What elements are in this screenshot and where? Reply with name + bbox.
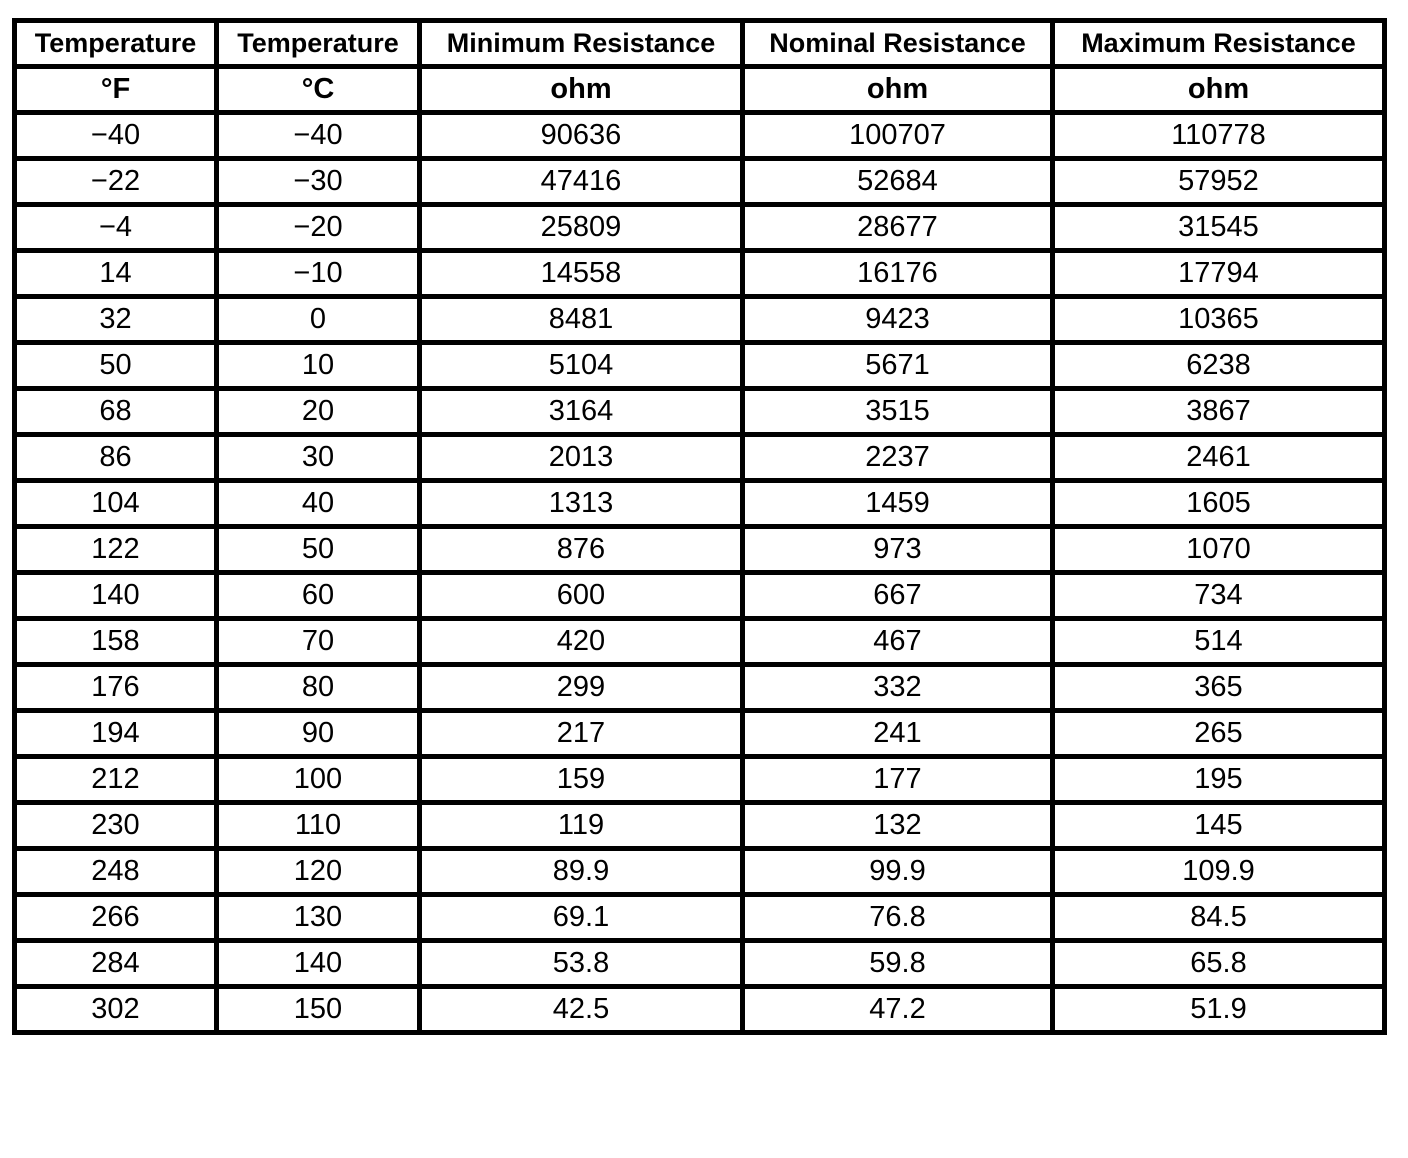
- cell-min-resistance: 89.9: [420, 849, 743, 895]
- cell-nominal-resistance: 973: [743, 527, 1053, 573]
- cell-nominal-resistance: 52684: [743, 159, 1053, 205]
- cell-max-resistance: 6238: [1053, 343, 1385, 389]
- cell-min-resistance: 119: [420, 803, 743, 849]
- cell-temp-f: −4: [15, 205, 217, 251]
- cell-max-resistance: 145: [1053, 803, 1385, 849]
- cell-temp-f: 104: [15, 481, 217, 527]
- table-row: [15, 251, 1385, 297]
- cell-temp-f: 248: [15, 849, 217, 895]
- cell-max-resistance: 2461: [1053, 435, 1385, 481]
- cell-nominal-resistance: 99.9: [743, 849, 1053, 895]
- cell-temp-c: 130: [217, 895, 420, 941]
- cell-min-resistance: 90636: [420, 113, 743, 159]
- cell-max-resistance: 195: [1053, 757, 1385, 803]
- cell-nominal-resistance: 3515: [743, 389, 1053, 435]
- cell-nominal-resistance: 5671: [743, 343, 1053, 389]
- cell-max-resistance: 10365: [1053, 297, 1385, 343]
- cell-temp-f: 212: [15, 757, 217, 803]
- table-row: [15, 757, 1385, 803]
- units-row: [15, 67, 1385, 113]
- header-minimum-resistance: Minimum Resistance: [420, 21, 743, 67]
- cell-temp-c: −40: [217, 113, 420, 159]
- cell-temp-c: 150: [217, 987, 420, 1033]
- cell-min-resistance: 14558: [420, 251, 743, 297]
- table-header: [15, 21, 1385, 113]
- cell-max-resistance: 109.9: [1053, 849, 1385, 895]
- cell-nominal-resistance: 76.8: [743, 895, 1053, 941]
- cell-max-resistance: 17794: [1053, 251, 1385, 297]
- cell-temp-f: 68: [15, 389, 217, 435]
- header-row: [15, 21, 1385, 67]
- unit-ohm-nominal: ohm: [743, 67, 1053, 113]
- table-row: [15, 481, 1385, 527]
- cell-min-resistance: 876: [420, 527, 743, 573]
- cell-nominal-resistance: 28677: [743, 205, 1053, 251]
- cell-min-resistance: 420: [420, 619, 743, 665]
- cell-temp-c: 120: [217, 849, 420, 895]
- cell-nominal-resistance: 332: [743, 665, 1053, 711]
- cell-temp-f: 122: [15, 527, 217, 573]
- cell-temp-c: 60: [217, 573, 420, 619]
- cell-max-resistance: 1070: [1053, 527, 1385, 573]
- cell-temp-f: 140: [15, 573, 217, 619]
- cell-temp-f: 14: [15, 251, 217, 297]
- cell-min-resistance: 25809: [420, 205, 743, 251]
- cell-nominal-resistance: 241: [743, 711, 1053, 757]
- cell-min-resistance: 8481: [420, 297, 743, 343]
- cell-min-resistance: 53.8: [420, 941, 743, 987]
- cell-nominal-resistance: 132: [743, 803, 1053, 849]
- cell-temp-c: 10: [217, 343, 420, 389]
- cell-max-resistance: 84.5: [1053, 895, 1385, 941]
- table-row: [15, 665, 1385, 711]
- cell-temp-f: −40: [15, 113, 217, 159]
- cell-temp-c: 90: [217, 711, 420, 757]
- cell-nominal-resistance: 467: [743, 619, 1053, 665]
- cell-temp-c: 30: [217, 435, 420, 481]
- table-row: [15, 573, 1385, 619]
- cell-min-resistance: 42.5: [420, 987, 743, 1033]
- unit-ohm-min: ohm: [420, 67, 743, 113]
- cell-temp-c: 20: [217, 389, 420, 435]
- cell-temp-c: 0: [217, 297, 420, 343]
- cell-temp-c: −20: [217, 205, 420, 251]
- table-row: [15, 159, 1385, 205]
- header-nominal-resistance: Nominal Resistance: [743, 21, 1053, 67]
- table-row: [15, 987, 1385, 1033]
- header-temperature-c: Temperature: [217, 21, 420, 67]
- table-row: [15, 619, 1385, 665]
- cell-min-resistance: 600: [420, 573, 743, 619]
- cell-min-resistance: 47416: [420, 159, 743, 205]
- cell-min-resistance: 159: [420, 757, 743, 803]
- header-maximum-resistance: Maximum Resistance: [1053, 21, 1385, 67]
- table-row: [15, 343, 1385, 389]
- cell-min-resistance: 2013: [420, 435, 743, 481]
- resistance-table: [12, 18, 1387, 1035]
- cell-max-resistance: 1605: [1053, 481, 1385, 527]
- cell-temp-c: 70: [217, 619, 420, 665]
- cell-nominal-resistance: 9423: [743, 297, 1053, 343]
- cell-max-resistance: 265: [1053, 711, 1385, 757]
- cell-temp-f: 32: [15, 297, 217, 343]
- cell-temp-c: −30: [217, 159, 420, 205]
- table-row: [15, 389, 1385, 435]
- cell-temp-f: 86: [15, 435, 217, 481]
- table-row: [15, 803, 1385, 849]
- cell-nominal-resistance: 667: [743, 573, 1053, 619]
- table-row: [15, 527, 1385, 573]
- table-row: [15, 113, 1385, 159]
- cell-nominal-resistance: 2237: [743, 435, 1053, 481]
- table-row: [15, 941, 1385, 987]
- cell-temp-f: 158: [15, 619, 217, 665]
- cell-temp-f: 266: [15, 895, 217, 941]
- table-row: [15, 205, 1385, 251]
- cell-nominal-resistance: 47.2: [743, 987, 1053, 1033]
- cell-nominal-resistance: 100707: [743, 113, 1053, 159]
- cell-max-resistance: 65.8: [1053, 941, 1385, 987]
- cell-nominal-resistance: 177: [743, 757, 1053, 803]
- cell-max-resistance: 734: [1053, 573, 1385, 619]
- cell-temp-f: 284: [15, 941, 217, 987]
- unit-ohm-max: ohm: [1053, 67, 1385, 113]
- table-row: [15, 297, 1385, 343]
- cell-max-resistance: 51.9: [1053, 987, 1385, 1033]
- cell-nominal-resistance: 59.8: [743, 941, 1053, 987]
- cell-min-resistance: 5104: [420, 343, 743, 389]
- cell-max-resistance: 3867: [1053, 389, 1385, 435]
- cell-max-resistance: 31545: [1053, 205, 1385, 251]
- cell-temp-f: 194: [15, 711, 217, 757]
- table-row: [15, 711, 1385, 757]
- cell-min-resistance: 1313: [420, 481, 743, 527]
- cell-temp-c: 50: [217, 527, 420, 573]
- cell-temp-f: −22: [15, 159, 217, 205]
- cell-max-resistance: 110778: [1053, 113, 1385, 159]
- unit-fahrenheit: °F: [15, 67, 217, 113]
- unit-celsius: °C: [217, 67, 420, 113]
- cell-nominal-resistance: 1459: [743, 481, 1053, 527]
- cell-min-resistance: 217: [420, 711, 743, 757]
- cell-temp-c: 40: [217, 481, 420, 527]
- cell-max-resistance: 365: [1053, 665, 1385, 711]
- cell-min-resistance: 69.1: [420, 895, 743, 941]
- table-body: [15, 113, 1385, 1033]
- cell-temp-f: 176: [15, 665, 217, 711]
- cell-min-resistance: 3164: [420, 389, 743, 435]
- cell-max-resistance: 514: [1053, 619, 1385, 665]
- cell-temp-c: 100: [217, 757, 420, 803]
- cell-temp-f: 230: [15, 803, 217, 849]
- cell-temp-c: −10: [217, 251, 420, 297]
- cell-temp-f: 50: [15, 343, 217, 389]
- cell-temp-c: 140: [217, 941, 420, 987]
- cell-temp-c: 110: [217, 803, 420, 849]
- header-temperature-f: Temperature: [15, 21, 217, 67]
- cell-temp-f: 302: [15, 987, 217, 1033]
- table-row: [15, 849, 1385, 895]
- cell-max-resistance: 57952: [1053, 159, 1385, 205]
- table-row: [15, 895, 1385, 941]
- cell-nominal-resistance: 16176: [743, 251, 1053, 297]
- table-row: [15, 435, 1385, 481]
- cell-temp-c: 80: [217, 665, 420, 711]
- cell-min-resistance: 299: [420, 665, 743, 711]
